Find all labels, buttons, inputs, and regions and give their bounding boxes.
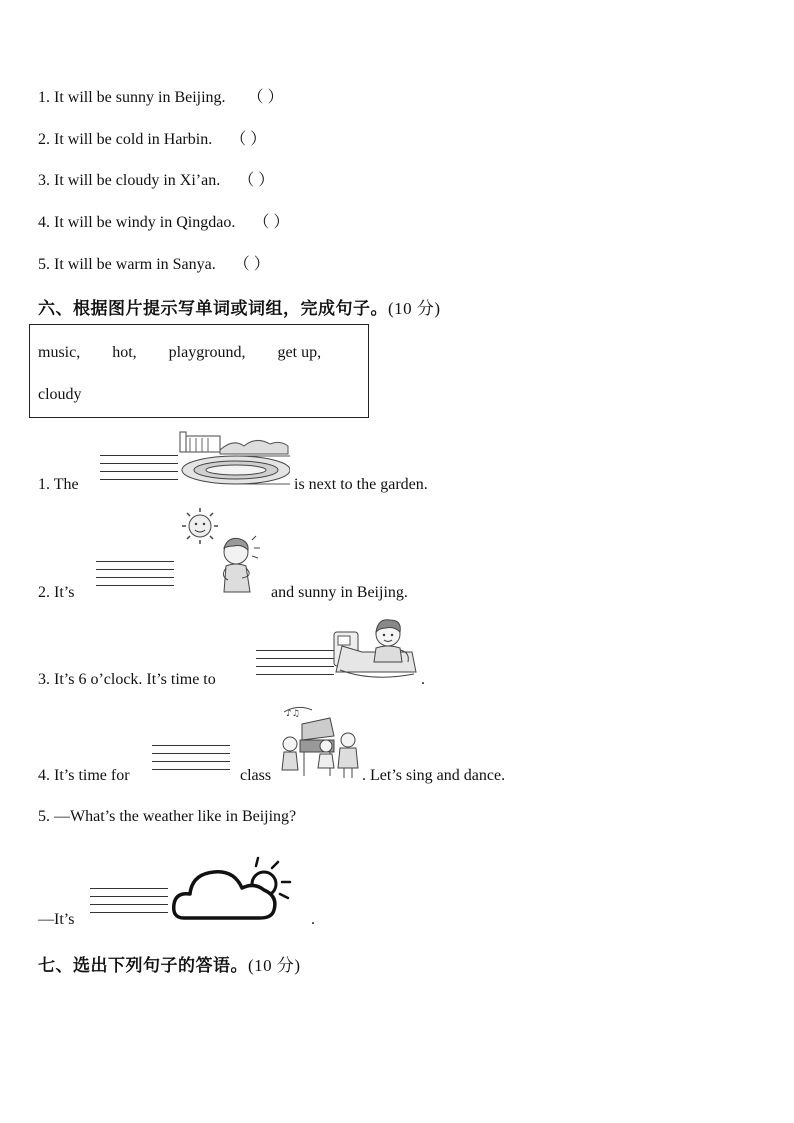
q3-before: 3. It’s 6 o’clock. It’s time to	[38, 671, 216, 688]
word-bank-line-1	[38, 343, 321, 363]
answer-paren[interactable]: （ ）	[233, 256, 270, 273]
answer-paren[interactable]: （ ）	[247, 89, 284, 106]
word-bank	[29, 324, 369, 418]
q3-answer-lines[interactable]	[256, 650, 334, 675]
word-cloudy: cloudy	[38, 386, 82, 403]
tf-sentence: 2. It will be cold in Harbin.	[38, 131, 213, 148]
q3-after: .	[421, 671, 425, 688]
tf-sentence: 5. It will be warm in Sanya.	[38, 256, 216, 273]
q1-answer-lines[interactable]	[100, 455, 178, 480]
answer-paren[interactable]: （ ）	[230, 131, 267, 148]
q2-before: 2. It’s	[38, 584, 75, 601]
q5-before: —It’s	[38, 911, 75, 928]
svg-text:♪♫: ♪♫	[286, 709, 300, 719]
tf-item-2	[38, 130, 266, 150]
word-get-up: get up,	[277, 344, 322, 361]
section-score: (10 分)	[248, 956, 301, 975]
get-up-icon	[332, 612, 420, 684]
answer-paren[interactable]: （ ）	[238, 172, 275, 189]
q4-after: . Let’s sing and dance.	[362, 767, 506, 784]
q5-after: .	[311, 911, 315, 928]
tf-sentence: 4. It will be windy in Qingdao.	[38, 214, 236, 231]
tf-item-1	[38, 88, 284, 108]
section-7-heading	[38, 951, 301, 976]
cloudy-icon	[170, 852, 296, 924]
answer-paren[interactable]: （ ）	[253, 214, 290, 231]
q4-before: 4. It’s time for	[38, 767, 130, 784]
tf-sentence: 3. It will be cloudy in Xi’an.	[38, 172, 221, 189]
tf-item-4	[38, 213, 289, 233]
playground-icon	[178, 430, 290, 490]
tf-sentence: 1. It will be sunny in Beijing.	[38, 89, 226, 106]
section-6-heading	[38, 294, 441, 319]
tf-item-3	[38, 171, 274, 191]
q1-after: is next to the garden.	[294, 476, 428, 493]
q2-after: and sunny in Beijing.	[271, 584, 408, 601]
q4-mid: class	[240, 767, 272, 784]
q4-answer-lines[interactable]	[152, 745, 230, 770]
q5-question: 5. —What’s the weather like in Beijing?	[38, 808, 297, 825]
section-title: 七、选出下列句子的答语。	[38, 956, 248, 976]
music-class-icon	[278, 702, 362, 782]
section-score: (10 分)	[388, 299, 441, 318]
section-title: 六、根据图片提示写单词或词组，完成句子。	[38, 299, 388, 319]
word-music: music,	[38, 344, 81, 361]
hot-weather-icon	[176, 506, 268, 600]
word-playground: playground,	[168, 344, 246, 361]
tf-item-5	[38, 255, 270, 275]
q2-answer-lines[interactable]	[96, 561, 174, 586]
q5-answer-lines[interactable]	[90, 888, 168, 913]
word-hot: hot,	[112, 344, 137, 361]
q1-before: 1. The	[38, 476, 79, 493]
